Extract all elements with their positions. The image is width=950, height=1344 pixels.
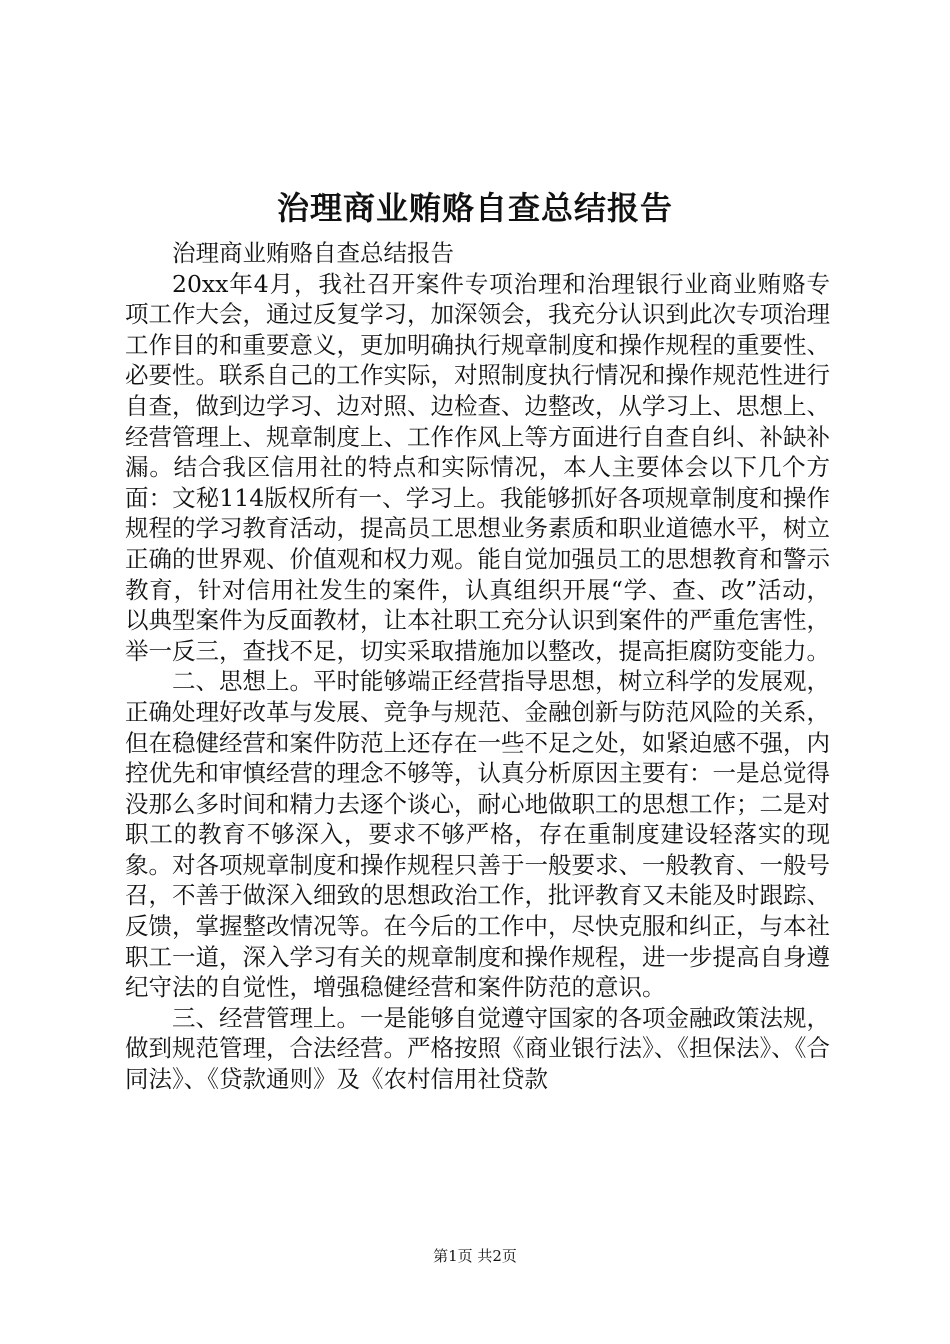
body-paragraph: 20xx年4月，我社召开案件专项治理和治理银行业商业贿赂专项工作大会，通过反复学习，加深领会，我充分认识到此次专项治理工作目的和重要意义，更加明确执行规章制度和操作规程的重要性、必要性。联系自己的工作实际，对照制度执行情况和操作规范性进行自查，做到边学习、边对照、边检查、边整改，从学习上、思想上、经营管理上、规章制度上、工作作风上等方面进行自查自纠、补缺补漏。结合我区信用社的特点和实际情况，本人主要体会以下几个方面：文秘114版权所有一、学习上。我能够抓好各项规章制度和操作规程的学习教育活动，提高员工思想业务素质和职业道德水平，树立正确的世界观、价值观和权力观。能自觉加强员工的思想教育和警示教育，针对信用社发生的案件，认真组织开展“学、查、改”活动，以典型案件为反面教材，让本社职工充分认识到案件的严重危害性，举一反三，查找不足，切实采取措施加以整改，提高拒腐防变能力。 <box>125 269 830 665</box>
body-paragraph: 三、经营管理上。一是能够自觉遵守国家的各项金融政策法规，做到规范管理，合法经营。严格按照《商业银行法》、《担保法》、《合同法》、《贷款通则》及《农村信用社贷款 <box>125 1003 830 1094</box>
document-body <box>125 238 830 1095</box>
body-paragraph: 治理商业贿赂自查总结报告 <box>172 239 454 267</box>
body-paragraph: 二、思想上。平时能够端正经营指导思想，树立科学的发展观，正确处理好改革与发展、竞争与规范、金融创新与防范风险的关系，但在稳健经营和案件防范上还存在一些不足之处，如紧迫感不强，内控优先和审慎经营的理念不够等，认真分析原因主要有：一是总觉得没那么多时间和精力去逐个谈心，耐心地做职工的思想工作；二是对职工的教育不够深入，要求不够严格，存在重制度建设轻落实的现象。对各项规章制度和操作规程只善于一般要求、一般教育、一般号召，不善于做深入细致的思想政治工作，批评教育又未能及时跟踪、反馈，掌握整改情况等。在今后的工作中，尽快克服和纠正，与本社职工一道，深入学习有关的规章制度和操作规程，进一步提高自身遵纪守法的自觉性，增强稳健经营和案件防范的意识。 <box>125 667 830 1002</box>
page-number: 第1页 共2页 <box>433 1247 517 1265</box>
document-title: 治理商业贿赂自查总结报告 <box>276 189 673 227</box>
